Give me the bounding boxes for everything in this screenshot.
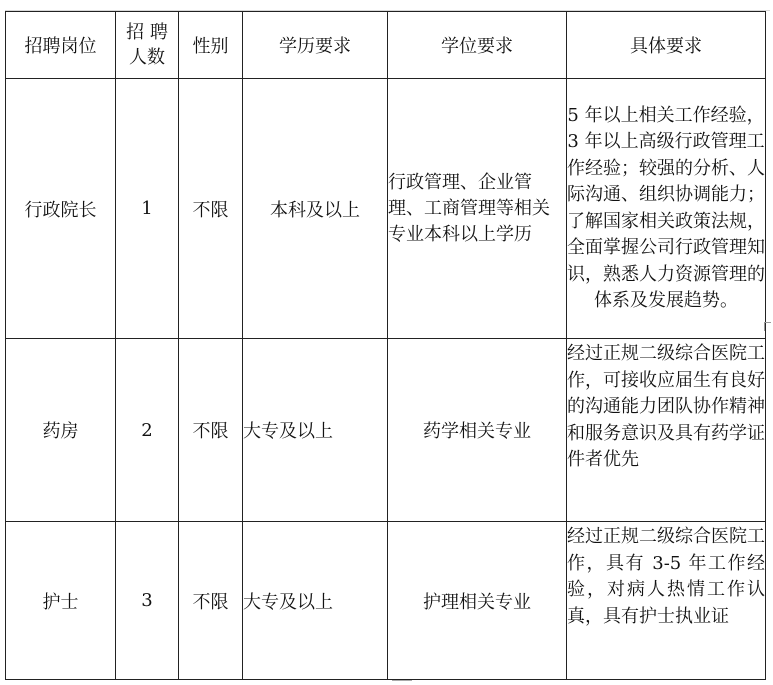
- cell-education: 大专及以上: [243, 522, 388, 680]
- cell-education: 大专及以上: [243, 339, 388, 522]
- cell-requirements: 经过正规二级综合医院工作，可接收应届生有良好的沟通能力团队协作精神和服务意识及具有药学证件者优先: [567, 339, 766, 522]
- cell-degree: 行政管理、企业管理、工商管理等相关专业本科以上学历: [388, 79, 567, 339]
- header-gender: 性别: [179, 12, 243, 79]
- cell-requirements: 经过正规二级综合医院工作，具有 3-5 年工作经验，对病人热情工作认真，具有护士执业证: [567, 522, 766, 680]
- cell-degree: 药学相关专业: [388, 339, 567, 522]
- table-row: [6, 522, 766, 680]
- cell-position: 药房: [6, 339, 116, 522]
- cell-gender: 不限: [179, 339, 243, 522]
- cell-requirements: 5 年以上相关工作经验，3 年以上高级行政管理工作经验；较强的分析、人际沟通、组织协调能力；了解国家相关政策法规，全面掌握公司行政管理知识，熟悉人力资源管理的体系及发展趋势。: [567, 79, 766, 339]
- cell-gender: 不限: [179, 79, 243, 339]
- header-education: 学历要求: [243, 12, 388, 79]
- cell-count: 2: [116, 339, 179, 522]
- header-position: 招聘岗位: [6, 12, 116, 79]
- margin-mark: [764, 322, 771, 331]
- recruitment-table: [5, 11, 766, 680]
- cell-education: 本科及以上: [243, 79, 388, 339]
- cell-position: 行政院长: [6, 79, 116, 339]
- header-count: [116, 12, 179, 79]
- header-degree: 学位要求: [388, 12, 567, 79]
- table-row: [6, 339, 766, 522]
- table-row: [6, 79, 766, 339]
- cell-count: 1: [116, 79, 179, 339]
- cell-count: 3: [116, 522, 179, 680]
- cell-gender: 不限: [179, 522, 243, 680]
- page-bottom-mark: [392, 680, 412, 685]
- header-requirements: 具体要求: [567, 12, 766, 79]
- cell-position: 护士: [6, 522, 116, 680]
- table-header-row: [6, 12, 766, 79]
- cell-degree: 护理相关专业: [388, 522, 567, 680]
- header-count-text: 招 聘 人数: [126, 22, 168, 68]
